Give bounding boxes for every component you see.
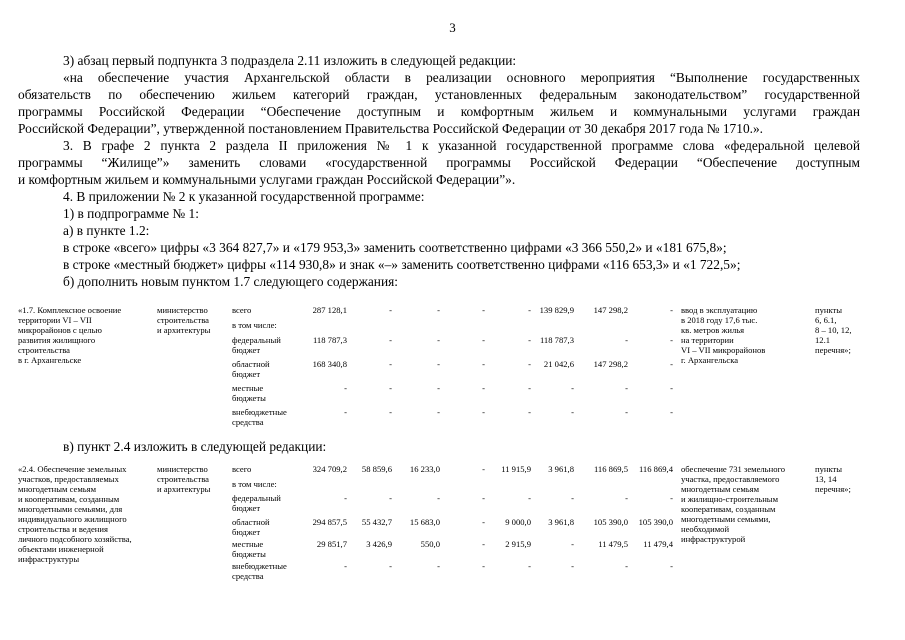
value-cell: -: [482, 359, 485, 369]
value-cell: 16 233,0: [409, 464, 440, 474]
value-cell: -: [344, 407, 347, 417]
value-cell: -: [670, 407, 673, 417]
source-label: местные бюджеты: [232, 539, 266, 559]
value-cell: 139 829,9: [539, 305, 574, 315]
value-cell: 9 000,0: [505, 517, 531, 527]
value-cell: 116 869,4: [638, 464, 673, 474]
source-label: областной бюджет: [232, 517, 270, 537]
table-point-1-7: [18, 305, 880, 427]
value-cell: 118 787,3: [539, 335, 574, 345]
paragraph-4-1-v: в) пункт 2.4 изложить в следующей редакции:: [63, 439, 327, 454]
value-cell: -: [344, 493, 347, 503]
source-label: всего: [232, 464, 252, 474]
source-label: федеральный бюджет: [232, 493, 281, 513]
value-cell: -: [389, 407, 392, 417]
paragraph-4-1-a: а) в пункте 1.2:: [63, 223, 150, 238]
item-name: «2.4. Обеспечение земельных участков, предоставляемых многодетным семьям и кооперативам, созданным многодетными семьями, для индивидуального жилищного строительства и ведения личного подсобного хозяйства, объектами инженерной инфраструктуры: [18, 464, 132, 564]
value-cell: -: [670, 359, 673, 369]
value-cell: 294 857,5: [312, 517, 347, 527]
paragraph-line-total: в строке «всего» цифры «3 364 827,7» и «179 953,3» заменить соответственно цифрами «3 366 550,2» и «181 675,8»;: [63, 240, 727, 255]
value-cell: -: [528, 493, 531, 503]
source-label: всего: [232, 305, 252, 315]
paragraph-4-1-b: б) дополнить новым пунктом 1.7 следующего содержания:: [63, 274, 398, 289]
list-points: пункты 13, 14 перечня»;: [815, 464, 851, 494]
value-cell: 105 390,0: [593, 517, 628, 527]
value-cell: -: [482, 464, 485, 474]
value-cell: 168 340,8: [312, 359, 347, 369]
value-cell: 147 298,2: [593, 359, 628, 369]
value-cell: -: [528, 305, 531, 315]
table-row: [18, 305, 880, 315]
value-cell: -: [437, 383, 440, 393]
item-name: «1.7. Комплексное освоение территории VI – VII микрорайонов с целью развития жилищного строительства в г. Архангельске: [18, 305, 122, 365]
value-cell: 324 709,2: [312, 464, 347, 474]
paragraph-quote-line-2: обязательств по обеспечению жильем категорий граждан, установленных федеральным законодательством” государственной: [18, 87, 860, 102]
value-cell: -: [437, 335, 440, 345]
value-cell: -: [670, 335, 673, 345]
value-cell: 55 432,7: [361, 517, 392, 527]
value-cell: -: [625, 383, 628, 393]
value-cell: -: [437, 407, 440, 417]
value-cell: -: [528, 335, 531, 345]
value-cell: 118 787,3: [312, 335, 347, 345]
value-cell: 15 683,0: [409, 517, 440, 527]
value-cell: -: [389, 383, 392, 393]
responsible-org: министерство строительства и архитектуры: [157, 305, 211, 335]
value-cell: 2 915,9: [505, 539, 531, 549]
paragraph-3-line-1: 3. В графе 2 пункта 2 раздела II приложения № 1 к указанной государственной программе слова «федеральной целевой: [63, 138, 860, 153]
source-label: внебюджетные средства: [232, 561, 287, 581]
expected-result: ввод в эксплуатацию в 2018 году 17,6 тыс. кв. метров жилья на территории VI – VII микрорайонов г. Архангельска: [681, 305, 766, 365]
value-cell: 3 961,8: [548, 517, 574, 527]
source-label: в том числе:: [232, 479, 277, 489]
paragraph-amend-3: 3) абзац первый подпункта 3 подраздела 2.11 изложить в следующей редакции:: [63, 53, 517, 68]
value-cell: -: [482, 335, 485, 345]
value-cell: -: [437, 359, 440, 369]
value-cell: -: [571, 493, 574, 503]
paragraph-4-1: 1) в подпрограмме № 1:: [63, 206, 199, 221]
value-cell: 3 961,8: [548, 464, 574, 474]
value-cell: 147 298,2: [593, 305, 628, 315]
value-cell: 11 479,4: [643, 539, 673, 549]
value-cell: -: [482, 407, 485, 417]
source-label: федеральный бюджет: [232, 335, 281, 355]
value-cell: -: [344, 561, 347, 571]
table-point-2-4: [18, 464, 880, 581]
value-cell: -: [389, 335, 392, 345]
value-cell: 11 915,9: [501, 464, 531, 474]
value-cell: -: [482, 561, 485, 571]
value-cell: 21 042,6: [543, 359, 574, 369]
value-cell: -: [437, 305, 440, 315]
value-cell: -: [571, 407, 574, 417]
value-cell: -: [437, 493, 440, 503]
value-cell: -: [482, 383, 485, 393]
paragraph-3-line-2: программы “Жилище”» заменить словами «государственной программы Российской Федерации “Обеспечение доступным: [18, 155, 860, 170]
value-cell: -: [389, 493, 392, 503]
value-cell: -: [528, 383, 531, 393]
value-cell: -: [670, 305, 673, 315]
page-number: 3: [449, 20, 456, 35]
value-cell: -: [625, 561, 628, 571]
value-cell: -: [571, 383, 574, 393]
value-cell: 3 426,9: [366, 539, 392, 549]
expected-result: обеспечение 731 земельного участка, предоставляемого многодетным семьям и жилищно-строительным кооперативам, созданным многодетными семьями, необходимой инфраструктурой: [681, 464, 786, 544]
value-cell: 58 859,6: [361, 464, 392, 474]
paragraph-quote-line-3: программы Российской Федерации “Обеспечение доступным и комфортным жильем и коммунальными услугами граждан: [18, 104, 860, 119]
value-cell: -: [670, 383, 673, 393]
paragraph-quote-line-4: Российской Федерации”, утвержденной постановлением Правительства Российской Федерации от 30 декабря 2017 года № 1710.».: [18, 121, 764, 136]
paragraph-4: 4. В приложении № 2 к указанной государственной программе:: [63, 189, 425, 204]
value-cell: -: [482, 517, 485, 527]
value-cell: -: [482, 539, 485, 549]
value-cell: -: [482, 493, 485, 503]
table-row: [18, 464, 880, 474]
value-cell: 11 479,5: [598, 539, 628, 549]
paragraph-line-local-budget: в строке «местный бюджет» цифры «114 930,8» и знак «–» заменить соответственно цифрами «116 653,3» и «1 722,5»;: [63, 257, 741, 272]
paragraph-quote-line-1: «на обеспечение участия Архангельской области в реализации основного мероприятия “Выполнение государственных: [63, 70, 860, 85]
value-cell: -: [625, 335, 628, 345]
value-cell: -: [389, 561, 392, 571]
value-cell: -: [670, 561, 673, 571]
value-cell: -: [625, 493, 628, 503]
responsible-org: министерство строительства и архитектуры: [157, 464, 211, 494]
value-cell: -: [571, 561, 574, 571]
value-cell: -: [571, 539, 574, 549]
value-cell: 105 390,0: [638, 517, 673, 527]
source-label: областной бюджет: [232, 359, 270, 379]
value-cell: -: [625, 407, 628, 417]
paragraph-3-line-3: и комфортным жильем и коммунальными услугами граждан Российской Федерации”».: [18, 172, 516, 187]
value-cell: 287 128,1: [312, 305, 347, 315]
value-cell: 29 851,7: [316, 539, 347, 549]
list-points: пункты 6, 6.1, 8 – 10, 12, 12.1 перечня»;: [815, 305, 852, 355]
value-cell: -: [437, 561, 440, 571]
value-cell: -: [528, 359, 531, 369]
value-cell: -: [482, 305, 485, 315]
value-cell: -: [528, 561, 531, 571]
source-label: в том числе:: [232, 320, 277, 330]
value-cell: 116 869,5: [593, 464, 628, 474]
value-cell: -: [389, 305, 392, 315]
value-cell: 550,0: [420, 539, 440, 549]
source-label: местные бюджеты: [232, 383, 266, 403]
value-cell: -: [389, 359, 392, 369]
source-label: внебюджетные средства: [232, 407, 287, 427]
value-cell: -: [670, 493, 673, 503]
value-cell: -: [344, 383, 347, 393]
value-cell: -: [528, 407, 531, 417]
